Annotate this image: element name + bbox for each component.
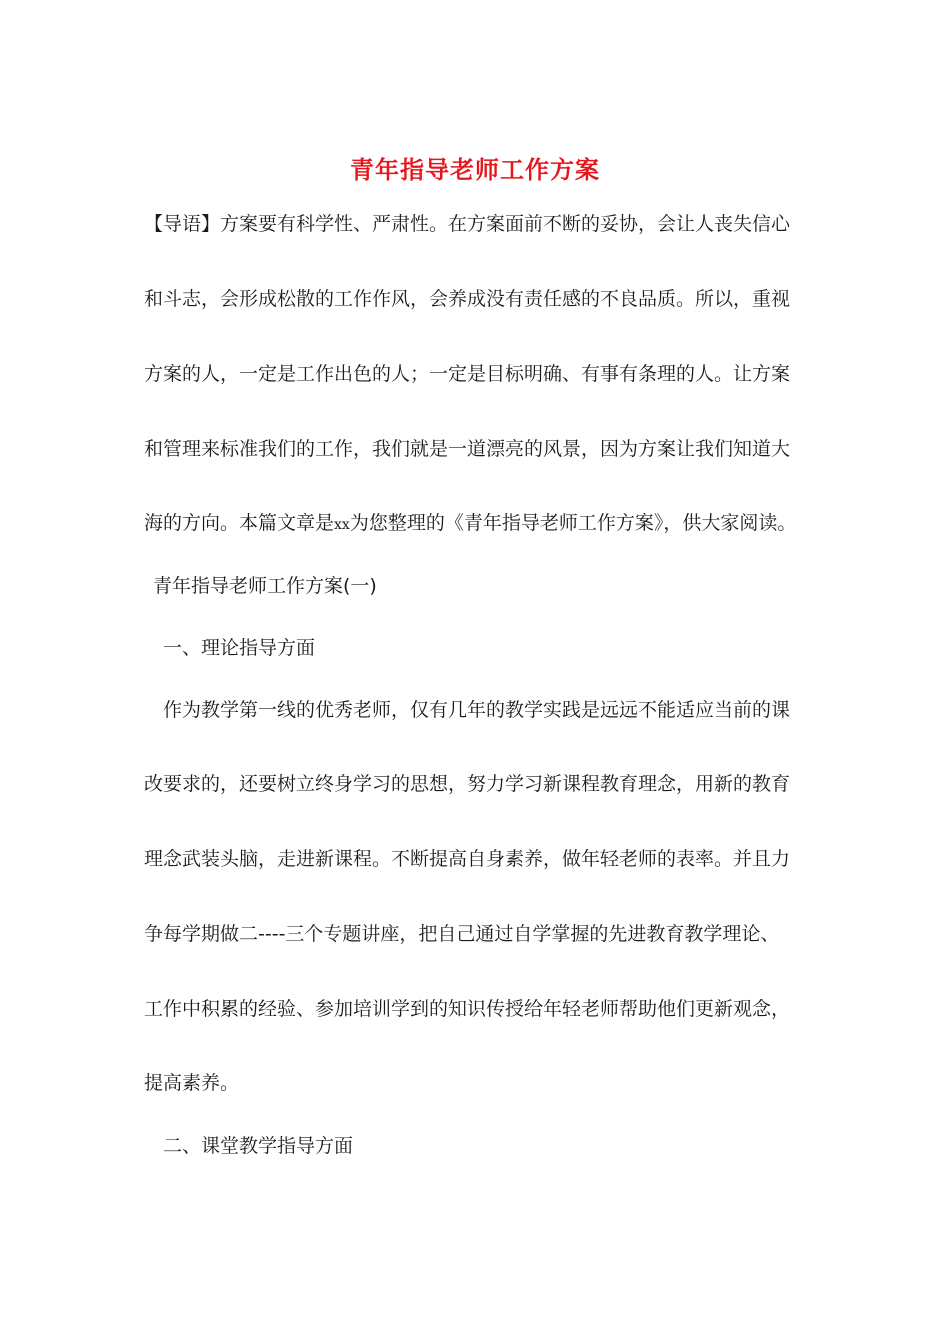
intro-line-1: 【导语】方案要有科学性、严肃性。在方案面前不断的妥协，会让人丧失信心	[144, 213, 791, 235]
source-placeholder: xx	[334, 517, 350, 533]
document-title: 青年指导老师工作方案	[350, 155, 600, 184]
section-1-line-1: 作为教学第一线的优秀老师，仅有几年的教学实践是远远不能适应当前的课	[163, 699, 791, 721]
intro-line-3: 方案的人，一定是工作出色的人；一定是目标明确、有事有条理的人。让方案	[144, 363, 791, 385]
part-heading: 青年指导老师工作方案(一)	[153, 575, 377, 597]
section-1-line-2: 改要求的，还要树立终身学习的思想，努力学习新课程教育理念，用新的教育	[144, 773, 791, 795]
section-1-line-6: 提高素养。	[144, 1072, 240, 1094]
intro-line-4: 和管理来标准我们的工作，我们就是一道漂亮的风景，因为方案让我们知道大	[144, 438, 791, 460]
intro-line-2: 和斗志，会形成松散的工作作风，会养成没有责任感的不良品质。所以，重视	[144, 288, 791, 310]
section-1-line-3: 理念武装头脑，走进新课程。不断提高自身素养，做年轻老师的表率。并且力	[144, 848, 791, 870]
intro-line-5	[144, 511, 796, 537]
section-1-line-4: 争每学期做二----三个专题讲座，把自己通过自学掌握的先进教育教学理论、	[144, 923, 780, 945]
section-1-line-5: 工作中积累的经验、参加培训学到的知识传授给年轻老师帮助他们更新观念，	[144, 998, 791, 1020]
intro-line-5-end: 为您整理的《青年指导老师工作方案》，供大家阅读。	[349, 512, 797, 534]
section-1-heading: 一、理论指导方面	[163, 637, 316, 659]
intro-line-5-start: 海的方向。本篇文章是	[144, 512, 335, 534]
section-2-heading: 二、课堂教学指导方面	[163, 1135, 354, 1157]
